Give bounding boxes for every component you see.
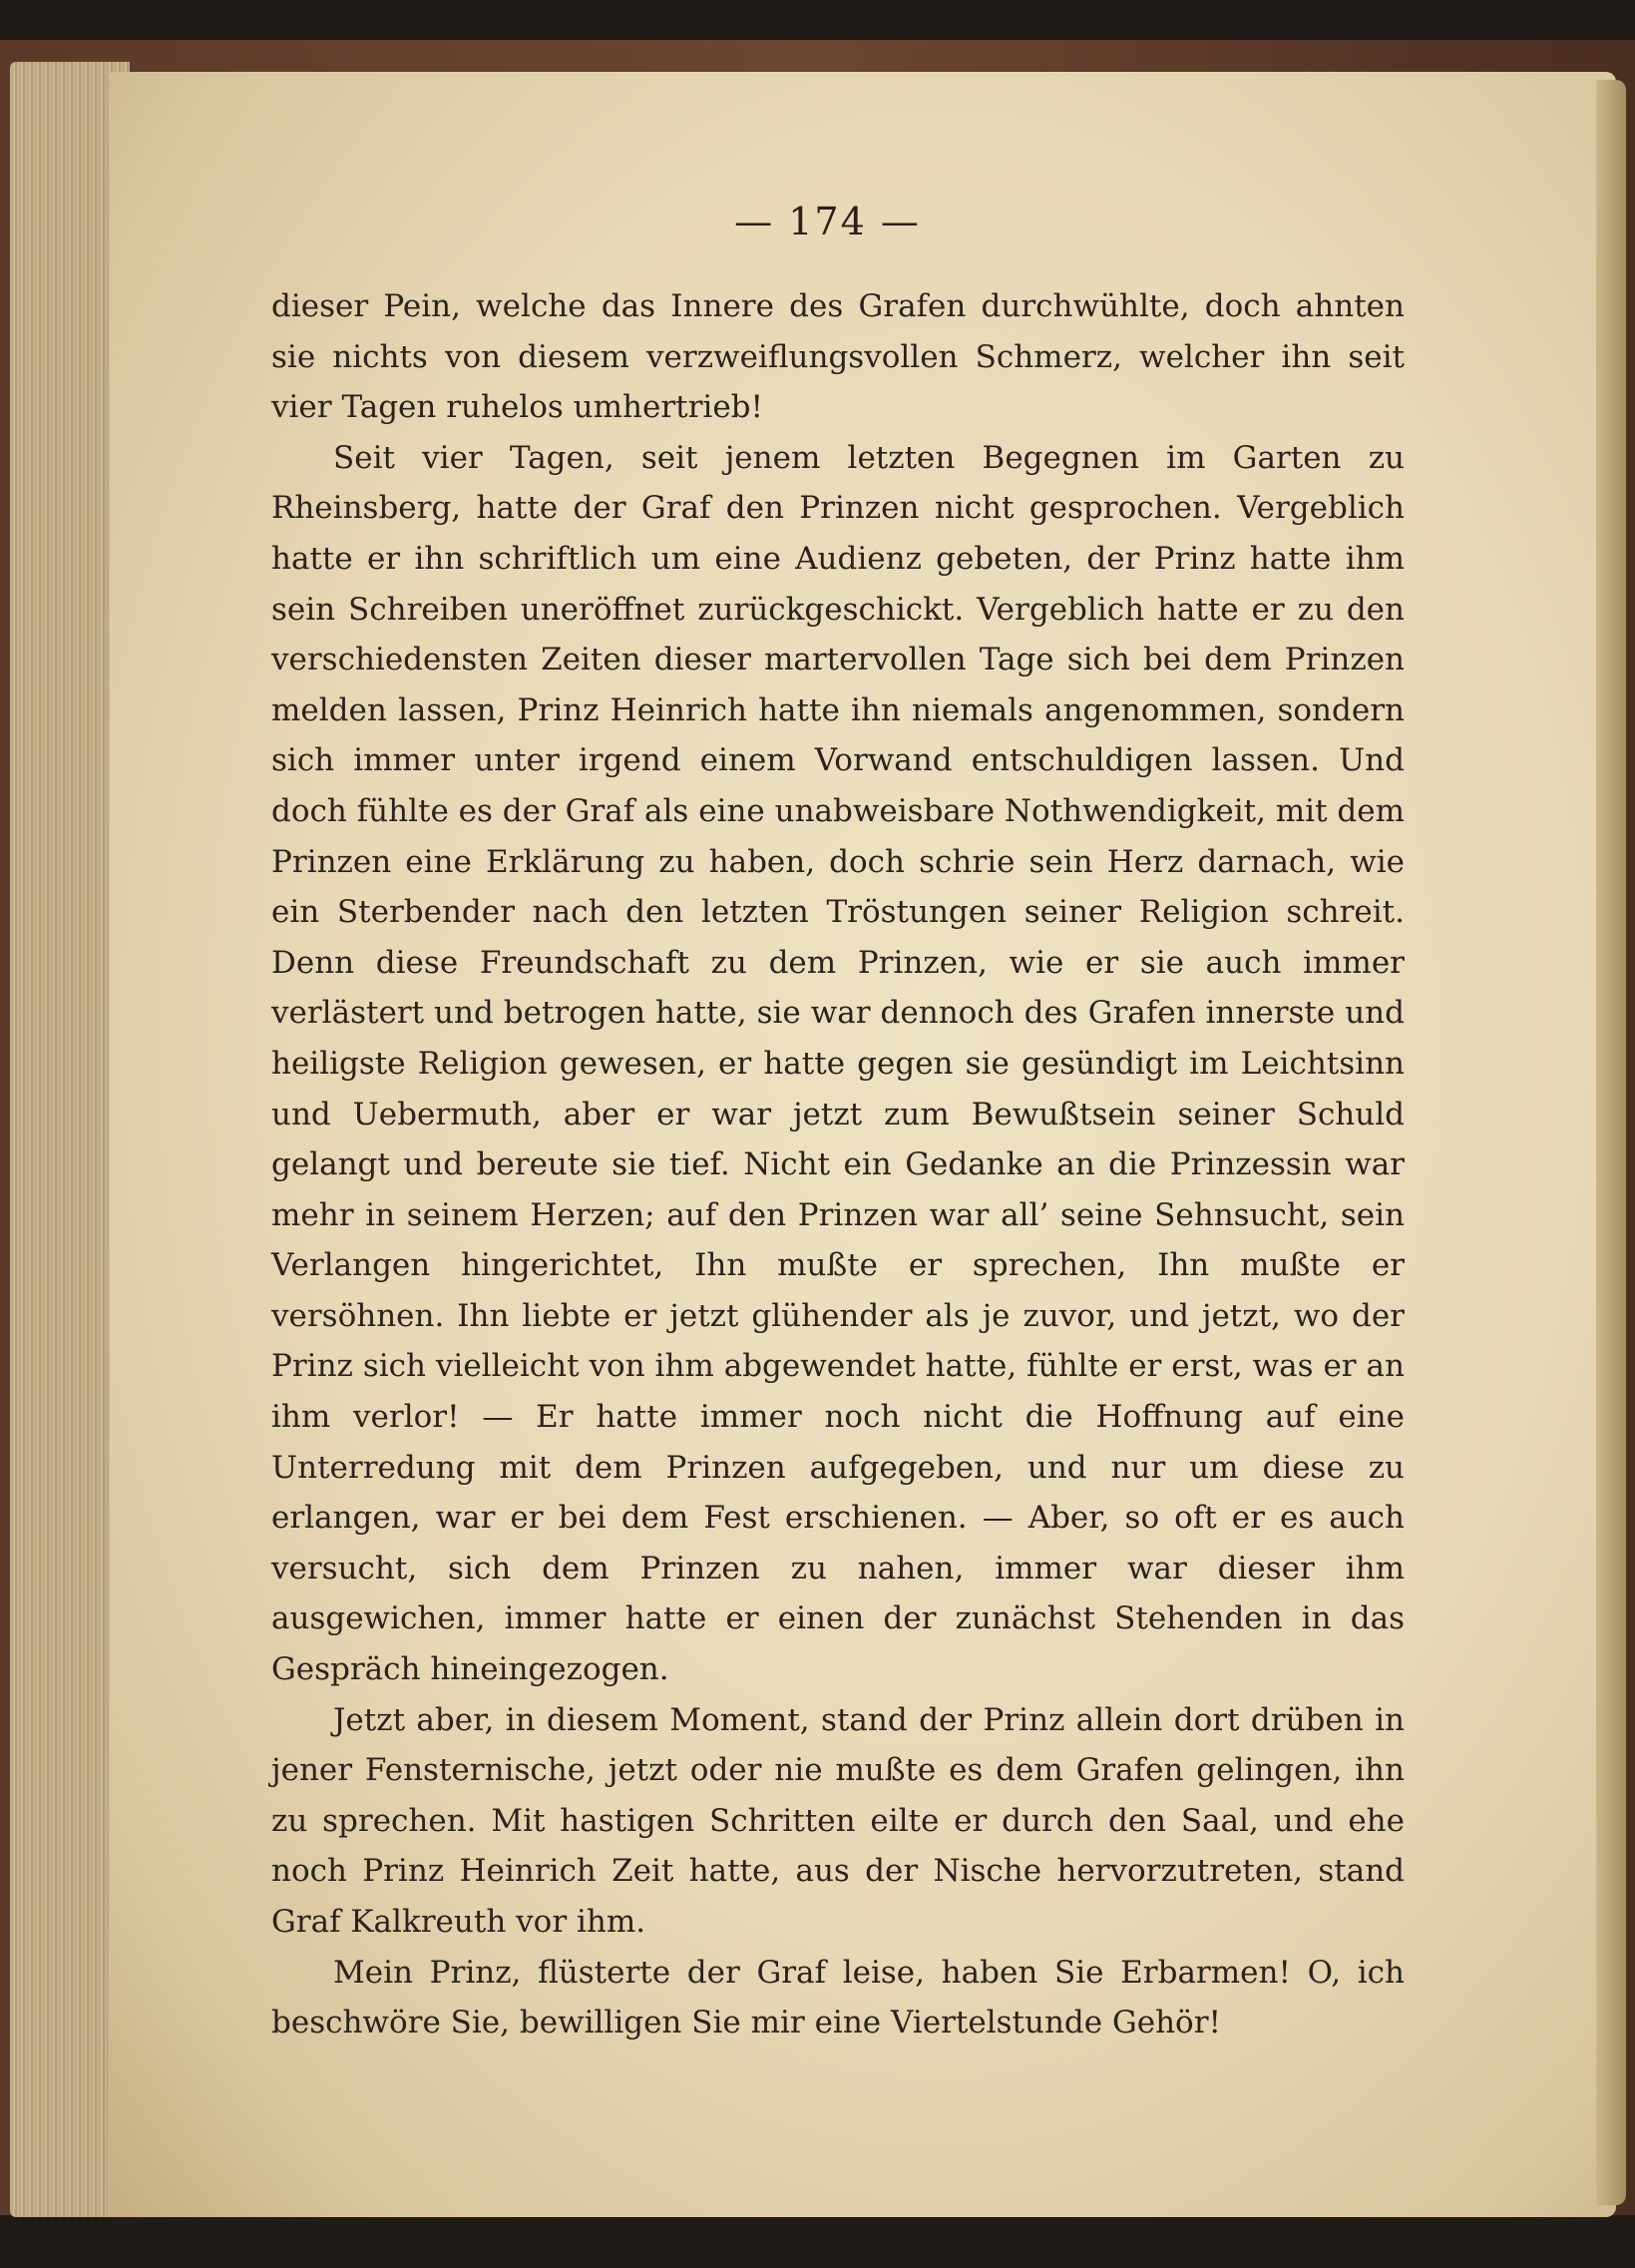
page-number: — 174 —	[734, 200, 921, 243]
body-text	[271, 281, 1405, 2048]
paragraph: Seit vier Tagen, seit jenem letzten Begegnen im Garten zu Rheinsberg, hatte der Graf den Prinzen nicht gesprochen. Vergeblich hatte er ihn schriftlich um eine Audienz gebeten, der Prinz hatte ihm sein Schreiben uneröffnet zurückgeschickt. Vergeblich hatte er zu den verschiedensten Zeiten dieser martervollen Tage sich bei dem Prinzen melden lassen, Prinz Heinrich hatte ihn niemals angenommen, sondern sich immer unter irgend einem Vorwand entschuldigen lassen. Und doch fühlte es der Graf als eine unabweisbare Nothwendigkeit, mit dem Prinzen eine Erklärung zu haben, doch schrie sein Herz darnach, wie ein Sterbender nach den letzten Tröstungen seiner Religion schreit. Denn diese Freundschaft zu dem Prinzen, wie er sie auch immer verlästert und betrogen hatte, sie war dennoch des Grafen innerste und heiligste Religion gewesen, er hatte gegen sie gesündigt im Leichtsinn und Uebermuth, aber er war jetzt zum Bewußtsein seiner Schuld gelangt und bereute sie tief. Nicht ein Gedanke an die Prinzessin war mehr in seinem Herzen; auf den Prinzen war all’ seine Sehnsucht, sein Verlangen hingerichtet, Ihn mußte er sprechen, Ihn mußte er versöhnen. Ihn liebte er jetzt glühender als je zuvor, und jetzt, wo der Prinz sich vielleicht von ihm abgewendet hatte, fühlte er erst, was er an ihm verlor! — Er hatte immer noch nicht die Hoffnung auf eine Unterredung mit dem Prinzen aufgegeben, und nur um diese zu erlangen, war er bei dem Fest erschienen. — Aber, so oft er es auch versucht, sich dem Prinzen zu nahen, immer war dieser ihm ausgewichen, immer hatte er einen der zunächst Stehenden in das Gespräch hineingezogen.	[271, 439, 1405, 1688]
paragraph: Jetzt aber, in diesem Moment, stand der Prinz allein dort drüben in jener Fensternische, jetzt oder nie mußte es dem Grafen gelingen, ihn zu sprechen. Mit hastigen Schritten eilte er durch den Saal, und ehe noch Prinz Heinrich Zeit hatte, aus der Nische hervorzutreten, stand Graf Kalkreuth vor ihm.	[271, 1701, 1405, 1940]
page-right-edge	[1596, 80, 1626, 2205]
paragraph: dieser Pein, welche das Innere des Grafen durchwühlte, doch ahnten sie nichts von diesem verzweiflungsvollen Schmerz, welcher ihn seit vier Tagen ruhelos umhertrieb!	[271, 288, 1405, 426]
paragraph: Mein Prinz, flüsterte der Graf leise, haben Sie Erbarmen! O, ich beschwöre Sie, bewilligen Sie mir eine Viertelstunde Gehör!	[271, 1954, 1405, 2041]
